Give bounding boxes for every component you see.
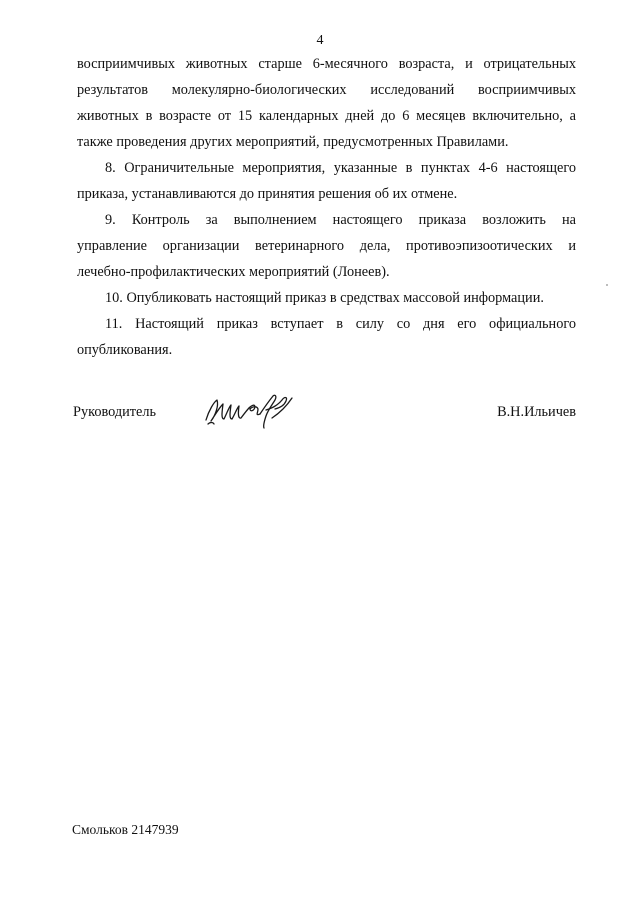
item-8-line-1: 8. Ограничительные мероприятия, указанные в пунктах 4-6 настоящего bbox=[105, 160, 576, 176]
page-number: 4 bbox=[316, 33, 324, 48]
item-8-line-2: приказа, устанавливаются до принятия решения об их отмене. bbox=[77, 186, 458, 202]
item-9-line-3: лечебно-профилактических мероприятий (Лонеев). bbox=[77, 264, 390, 280]
body-line-2: результатов молекулярно-биологических исследований восприимчивых bbox=[77, 82, 576, 98]
item-11-line-1: 11. Настоящий приказ вступает в силу со дня его официального bbox=[105, 316, 576, 332]
signatory-title: Руководитель bbox=[73, 404, 157, 420]
item-9-line-1: 9. Контроль за выполнением настоящего приказа возложить на bbox=[105, 212, 576, 228]
scan-speck bbox=[606, 284, 608, 286]
footer-executor: Смольков 2147939 bbox=[72, 822, 179, 837]
signatory-name: В.Н.Ильичев bbox=[497, 404, 576, 420]
handwritten-signature bbox=[200, 388, 300, 432]
item-10-line-1: 10. Опубликовать настоящий приказ в средствах массовой информации. bbox=[105, 290, 544, 306]
body-line-3: животных в возрасте от 15 календарных дней до 6 месяцев включительно, а bbox=[77, 108, 576, 124]
item-9-line-2: управление организации ветеринарного дела, противоэпизоотических и bbox=[77, 238, 576, 254]
item-11-line-2: опубликования. bbox=[77, 342, 173, 358]
body-line-4: также проведения других мероприятий, предусмотренных Правилами. bbox=[77, 134, 509, 150]
body-line-1: восприимчивых животных старше 6-месячного возраста, и отрицательных bbox=[77, 56, 576, 72]
